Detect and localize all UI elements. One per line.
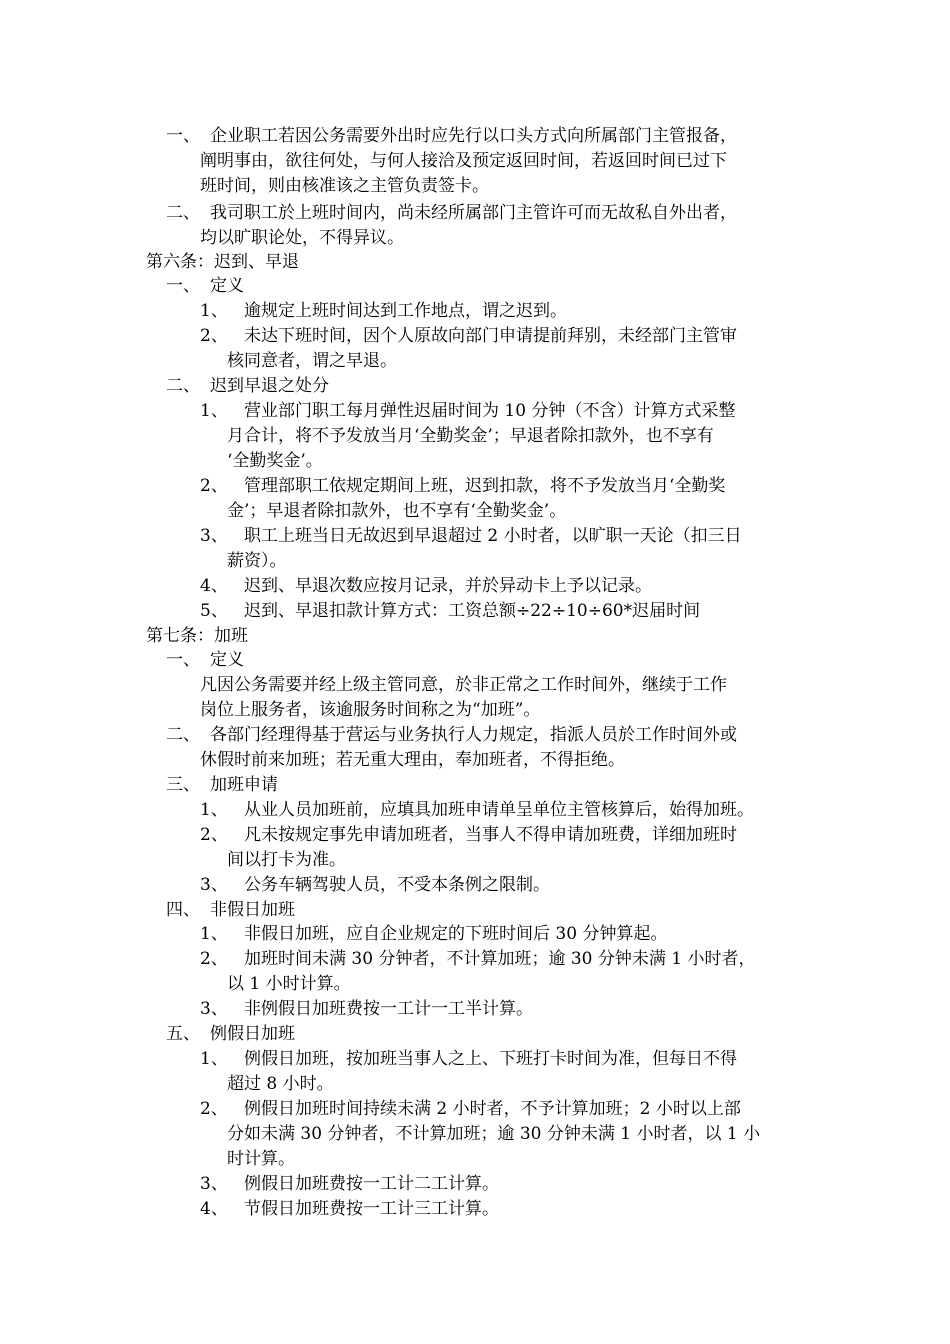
item-text: 迟到、早退次数应按月记录，并於异动卡上予以记录。 — [244, 576, 652, 596]
a7-nonholiday-item-1 — [200, 922, 667, 947]
item-marker: 5、 — [200, 601, 228, 621]
item-marker: 一、 — [166, 276, 200, 296]
item-text: ‘全勤奖金’。 — [227, 451, 323, 471]
item-text: 班时间，则由核准该之主管负责签卡。 — [200, 176, 489, 196]
a6-pen-item-3 — [200, 524, 742, 549]
item-marker: 2、 — [200, 476, 228, 496]
item-marker: 一、 — [166, 126, 200, 146]
item-title: 迟到早退之处分 — [210, 376, 329, 396]
item-marker: 1、 — [200, 800, 228, 820]
item-text: 企业职工若因公务需要外出时应先行以口头方式向所属部门主管报备， — [210, 126, 737, 146]
item-text: 例假日加班费按一工计二工计算。 — [244, 1174, 499, 1194]
a6-pen-item-1 — [200, 399, 735, 424]
item-text: 非例假日加班费按一工计一工半计算。 — [244, 999, 533, 1019]
item-marker: 五、 — [166, 1024, 200, 1044]
article6-heading: 第六条：迟到、早退 — [146, 252, 299, 272]
item-text: 迟到、早退扣款计算方式：工资总额÷22÷10÷60*迟届时间 — [244, 601, 701, 621]
item-marker: 3、 — [200, 999, 228, 1019]
item-text: 间以打卡为准。 — [227, 850, 346, 870]
item-marker: 二、 — [166, 203, 200, 223]
item-marker: 1、 — [200, 401, 228, 421]
item-title: 加班申请 — [210, 775, 278, 795]
sec5-item-1 — [166, 124, 737, 149]
item-text: 薪资）。 — [227, 551, 287, 571]
item-marker: 1、 — [200, 924, 228, 944]
a6-pen-item-3-cont — [227, 549, 287, 574]
a6-penalty-heading — [166, 374, 329, 399]
a7-holiday-item-4 — [200, 1197, 499, 1222]
a7-holiday-heading — [166, 1022, 295, 1047]
item-text: 核同意者，谓之早退。 — [227, 351, 397, 371]
a7-def-heading — [166, 648, 244, 673]
a7-holiday-item-2-cont — [227, 1122, 760, 1172]
item-marker: 四、 — [166, 900, 200, 920]
a7-def-body — [200, 673, 727, 723]
a7-nonholiday-item-2 — [200, 947, 756, 972]
item-title: 非假日加班 — [210, 900, 295, 920]
item-text: 非假日加班，应自企业规定的下班时间后 30 分钟算起。 — [244, 924, 668, 944]
item-text: 公务车辆驾驶人员，不受本条例之限制。 — [244, 875, 550, 895]
item-text: 未达下班时间，因个人原故向部门申请提前拜别，未经部门主管审 — [244, 326, 737, 346]
item-marker: 三、 — [166, 775, 200, 795]
item-text: 均以旷职论处，不得异议。 — [200, 228, 404, 248]
a7-apply-heading — [166, 773, 278, 798]
item-text: 营业部门职工每月弹性迟届时间为 10 分钟（不含）计算方式采整 — [244, 401, 736, 421]
item-text: 以 1 小时计算。 — [227, 974, 351, 994]
item-marker: 2、 — [200, 1099, 228, 1119]
item-marker: 2、 — [200, 949, 228, 969]
item-text: 各部门经理得基于营运与业务执行人力规定，指派人员於工作时间外或 — [210, 725, 737, 745]
sec5-item-1-cont — [200, 149, 727, 199]
item-marker: 3、 — [200, 875, 228, 895]
item-text: 节假日加班费按一工计三工计算。 — [244, 1199, 499, 1219]
item-text: 阐明事由，欲往何处，与何人接洽及预定返回时间，若返回时间已过下 — [200, 151, 727, 171]
a7-item-2-cont — [200, 748, 625, 773]
item-text: 逾规定上班时间达到工作地点，谓之迟到。 — [244, 301, 567, 321]
a7-apply-item-2 — [200, 823, 737, 848]
a7-apply-item-3 — [200, 873, 550, 898]
item-marker: 1、 — [200, 301, 228, 321]
a6-def-item-2-cont — [227, 349, 397, 374]
item-marker: 2、 — [200, 825, 228, 845]
item-text: 月合计，将不予发放当月‘全勤奖金’；早退者除扣款外，也不享有 — [227, 426, 714, 446]
item-marker: 3、 — [200, 1174, 228, 1194]
item-title: 定义 — [210, 276, 244, 296]
item-text: 例假日加班时间持续未满 2 小时者，不予计算加班；2 小时以上部 — [244, 1099, 741, 1119]
item-text: 我司职工於上班时间内，尚未经所属部门主管许可而无故私自外出者， — [210, 203, 737, 223]
a7-apply-item-2-cont — [227, 848, 346, 873]
a7-nonholiday-item-2-cont — [227, 972, 351, 997]
a6-def-item-2 — [200, 324, 737, 349]
a6-pen-item-4 — [200, 574, 652, 599]
item-text: 金’；早退者除扣款外，也不享有‘全勤奖金’。 — [227, 501, 567, 521]
article7-heading: 第七条：加班 — [146, 626, 248, 646]
a7-holiday-item-1-cont — [227, 1072, 334, 1097]
a6-pen-item-1-cont — [227, 424, 714, 474]
item-title: 定义 — [210, 650, 244, 670]
item-text: 岗位上服务者，该逾服务时间称之为“加班”。 — [200, 700, 541, 720]
a7-apply-item-1 — [200, 798, 754, 823]
item-marker: 二、 — [166, 376, 200, 396]
a6-pen-item-2 — [200, 474, 725, 499]
a6-def-item-1 — [200, 299, 567, 324]
item-text: 超过 8 小时。 — [227, 1074, 334, 1094]
item-marker: 1、 — [200, 1049, 228, 1069]
item-marker: 二、 — [166, 725, 200, 745]
item-marker: 3、 — [200, 526, 228, 546]
item-marker: 一、 — [166, 650, 200, 670]
a6-pen-item-2-cont — [227, 499, 566, 524]
a7-holiday-item-3 — [200, 1172, 499, 1197]
item-text: 凡未按规定事先申请加班者，当事人不得申请加班费，详细加班时 — [244, 825, 737, 845]
item-text: 加班时间未满 30 分钟者，不计算加班；逾 30 分钟未满 1 小时者， — [244, 949, 756, 969]
a7-holiday-item-2 — [200, 1097, 741, 1122]
a7-item-2 — [166, 723, 737, 748]
item-text: 从业人员加班前，应填具加班申请单呈单位主管核算后，始得加班。 — [244, 800, 754, 820]
a6-def-heading — [166, 274, 244, 299]
a7-holiday-item-1 — [200, 1047, 737, 1072]
a7-nonholiday-heading — [166, 898, 295, 923]
sec5-item-2-cont — [200, 226, 404, 251]
item-marker: 4、 — [200, 576, 228, 596]
item-text: 分如未满 30 分钟者，不计算加班；逾 30 分钟未满 1 小时者，以 1 小 — [227, 1124, 761, 1144]
item-text: 时计算。 — [227, 1149, 295, 1169]
item-text: 管理部职工依规定期间上班，迟到扣款，将不予发放当月‘全勤奖 — [244, 476, 726, 496]
sec5-item-2 — [166, 201, 737, 226]
a7-nonholiday-item-3 — [200, 997, 533, 1022]
item-text: 例假日加班，按加班当事人之上、下班打卡时间为准，但每日不得 — [244, 1049, 737, 1069]
item-text: 凡因公务需要并经上级主管同意，於非正常之工作时间外，继续于工作 — [200, 675, 727, 695]
item-text: 职工上班当日无故迟到早退超过 2 小时者，以旷职一天论（扣三日 — [244, 526, 742, 546]
item-text: 休假时前来加班；若无重大理由，奉加班者，不得拒绝。 — [200, 750, 625, 770]
a6-pen-item-5 — [200, 599, 700, 624]
item-marker: 2、 — [200, 326, 228, 346]
item-marker: 4、 — [200, 1199, 228, 1219]
item-title: 例假日加班 — [210, 1024, 295, 1044]
